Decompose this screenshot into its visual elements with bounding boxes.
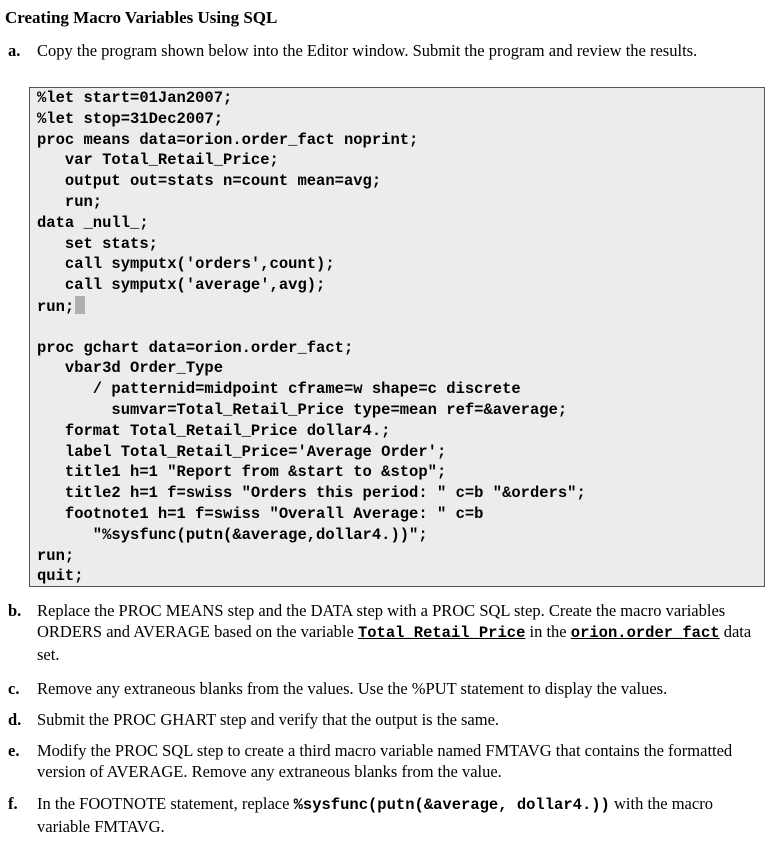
code-line: set stats;: [37, 234, 158, 253]
text-cursor: [75, 296, 85, 314]
step-e-label: e.: [8, 741, 20, 760]
code-line: title2 h=1 f=swiss "Orders this period: " c=b "&orders";: [37, 484, 586, 503]
step-a-text: Copy the program shown below into the Editor window. Submit the program and review the results.: [37, 41, 698, 60]
code-line: quit;: [37, 567, 84, 586]
code-line: proc means data=orion.order_fact noprint;: [37, 130, 419, 149]
code-line: / patternid=midpoint cframe=w shape=c discrete: [37, 380, 521, 399]
code-line: %let stop=31Dec2007;: [37, 109, 224, 128]
code-line: var Total_Retail_Price;: [37, 151, 279, 170]
code-line: run;: [37, 192, 103, 211]
step-b-code-dataset: orion.order_fact: [570, 624, 720, 642]
step-b-text-2: in the: [525, 622, 571, 641]
code-line: title1 h=1 "Report from &start to &stop";: [37, 463, 447, 482]
code-line: proc gchart data=orion.order_fact;: [37, 338, 354, 357]
step-a: [8, 40, 758, 61]
code-block[interactable]: [29, 87, 765, 587]
step-c-text: Remove any extraneous blanks from the values. Use the %PUT statement to display the values.: [37, 679, 668, 698]
step-f-code: %sysfunc(putn(&average, dollar4.)): [293, 796, 610, 814]
step-b-label: b.: [8, 601, 22, 620]
step-d-text: Submit the PROC GHART step and verify that the output is the same.: [37, 710, 500, 729]
code-line: label Total_Retail_Price='Average Order';: [37, 442, 447, 461]
step-b: [8, 600, 758, 665]
code-line: run;: [37, 546, 75, 565]
step-e: [8, 740, 758, 782]
step-f-text-1: In the FOOTNOTE statement, replace: [37, 794, 294, 813]
code-line: "%sysfunc(putn(&average,dollar4.))";: [37, 525, 428, 544]
code-line: [37, 317, 586, 338]
code-text[interactable]: [37, 88, 586, 587]
code-line: data _null_;: [37, 213, 149, 232]
step-d: [8, 709, 758, 730]
step-b-code-variable: Total_Retail_Price: [357, 624, 526, 642]
step-e-text: Modify the PROC SQL step to create a third macro variable named FMTAVG that contains the formatted version of AVERAGE. Remove any extraneous blanks from the value.: [37, 741, 733, 781]
code-line: footnote1 h=1 f=swiss "Overall Average: " c=b: [37, 504, 484, 523]
code-line: call symputx('orders',count);: [37, 255, 335, 274]
code-line: sumvar=Total_Retail_Price type=mean ref=&average;: [37, 400, 568, 419]
code-line: run;: [37, 296, 586, 317]
code-line: vbar3d Order_Type: [37, 359, 224, 378]
step-b-text-1: Replace the PROC MEANS step and the DATA step with a PROC SQL step. Create the macro variables ORDERS and AVERAGE based on the variable: [37, 601, 726, 641]
code-line: call symputx('average',avg);: [37, 276, 326, 295]
step-d-label: d.: [8, 710, 22, 729]
step-c: [8, 678, 758, 699]
step-b-text-3: data set.: [37, 622, 752, 664]
step-c-label: c.: [8, 679, 20, 698]
step-f-label: f.: [8, 794, 18, 813]
step-a-label: a.: [8, 41, 21, 60]
page-title: Creating Macro Variables Using SQL: [5, 8, 278, 27]
code-line: %let start=01Jan2007;: [37, 89, 233, 107]
step-f: [8, 793, 758, 837]
code-line: output out=stats n=count mean=avg;: [37, 172, 382, 191]
step-f-text-2: with the macro variable FMTAVG.: [37, 794, 713, 836]
code-line: format Total_Retail_Price dollar4.;: [37, 421, 391, 440]
